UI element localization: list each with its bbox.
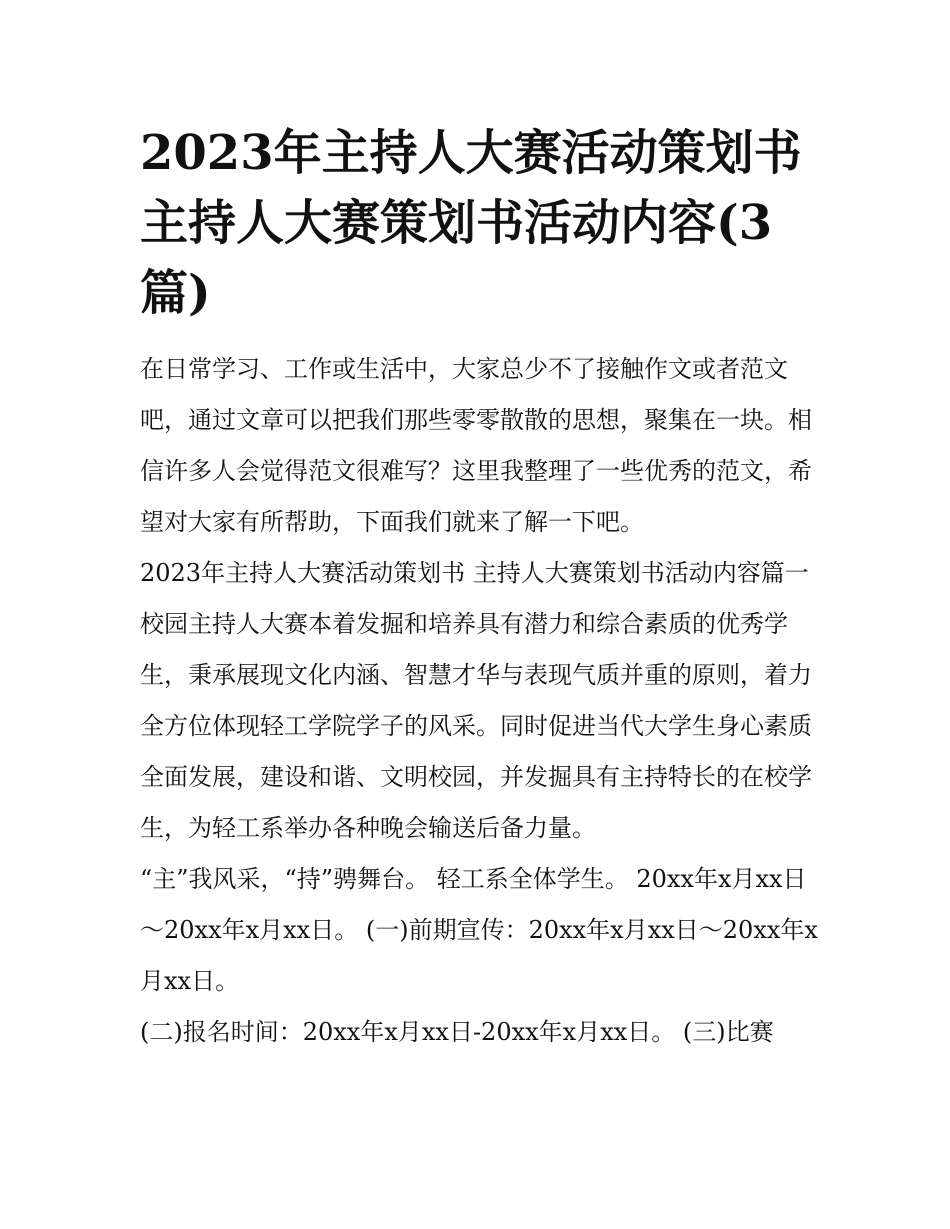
section-heading: 2023年主持人大赛活动策划书 主持人大赛策划书活动内容篇一 bbox=[140, 559, 809, 587]
document-title: 2023年主持人大赛活动策划书 主持人大赛策划书活动内容(3篇) bbox=[140, 125, 802, 321]
body-paragraph: “主”我风采，“持”骋舞台。 轻工系全体学生。 20xx年x月xx日～20xx年x月xx日。 (一)前期宣传：20xx年x月xx日～20xx年x月xx日。 bbox=[140, 865, 818, 995]
document-page bbox=[140, 118, 820, 1058]
body-paragraph: 校园主持人大赛本着发掘和培养具有潜力和综合素质的优秀学生，秉承展现文化内涵、智慧才华与表现气质并重的原则，着力全方位体现轻工学院学子的风采。同时促进当代大学生身心素质全面发展，建设和谐、文明校园，并发掘具有主持特长的在校学生，为轻工系举办各种晚会输送后备力量。 bbox=[140, 610, 812, 842]
body-paragraph: (二)报名时间：20xx年x月xx日-20xx年x月xx日。 (三)比赛 bbox=[140, 1018, 774, 1046]
intro-paragraph: 在日常学习、工作或生活中，大家总少不了接触作文或者范文吧，通过文章可以把我们那些零零散散的思想，聚集在一块。相信许多人会觉得范文很难写？这里我整理了一些优秀的范文，希望对大家有所帮助，下面我们就来了解一下吧。 bbox=[140, 355, 812, 536]
